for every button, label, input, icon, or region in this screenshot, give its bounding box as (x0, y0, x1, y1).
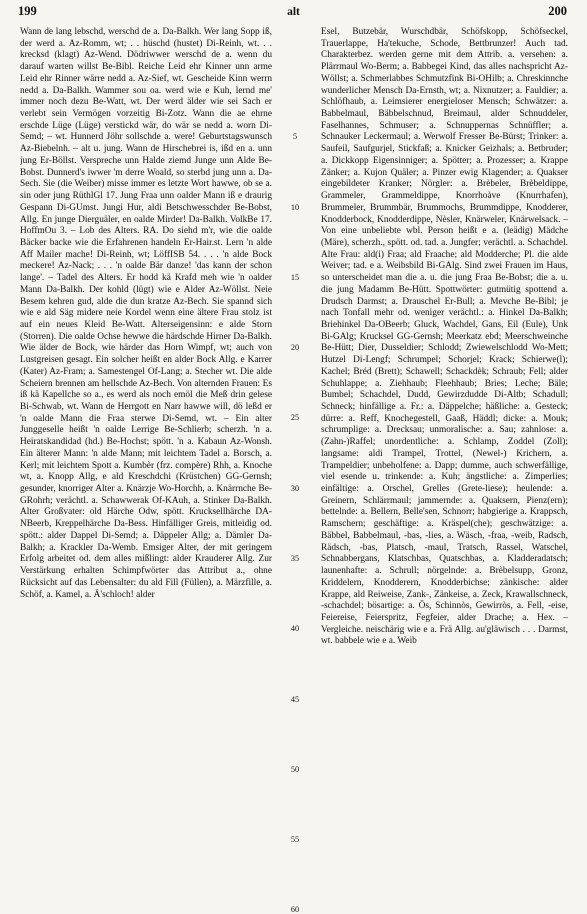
page-number-right: 200 (548, 4, 567, 18)
line-number: 20 (290, 343, 300, 352)
line-number: 15 (290, 273, 300, 282)
line-number: 55 (290, 835, 300, 844)
left-column (20, 27, 272, 905)
line-number: 5 (292, 132, 298, 141)
line-number: 60 (290, 905, 300, 914)
right-column-text: Esel, Butzebär, Wurschdbär, Schöfskopp, Schöfseckel, Trauerlappe, Ha'tekuche, Schode, Bettbrunzer! Auch tad. Charakterbez. werden gerne mit dem Attrib. a. versehen: a. Plärrmaul Wo-Berm; a. Babbegei Kind, das alles nachspricht Az-Wöllst; a. Schmerlabbes Schmutzfink Bi-OHilb; a. Chreskinnche wunderlicher Mensch Da-Ernsth, wt; a. Nixnutzer; a. Fauldier; a. Schlöfhaub, a. Leimsierer energieloser Mensch; Schwätzer: a. Babbelmaul, Bäbbelschnud, Breimaul, alder Schnuddeler, Faselhannes, Schmuser; a. Schnuppernas Schnüffler; a. Schnauker Leckermaul; a. Werwolf Fresser Be-Bürst; Trinker: a. Saufeil, Saufgurjel, Stickfaß; a. Knicker Geizhals; a. Betbruder; a. Dickkopp Eigensinniger; a. Spötter; a. Prozesser; a. Krappe Zänker; a. Kujon Quäler; a. Pinzer ewig Klagender; a. Quakser eingebildeter Kranker; Nörgler: a. Brèbeler, Brèbeldippe, Grammeler, Grammeldippe, Knorrhoàve (Knurrhafen), Brummeler, Brummbär, Brummochs, Brummdippe, Knodderer, Knodderbock, Knodderdippe, Nèsler, Knärweler, Knärwelsack. – Von eine unbeliebte wbl. Person heißt e a. (leädig) Mädche (Märe), scherzh., spött. od. tad. a. Jungfer; verächtl. a. Schachdel. Alte Frau: ald(i) Fraa; ald Fraache; ald Modderche; Pl. die alde Weiver; tad. e a. Weibsbild Bi-GAlg. Sind zwei Frauen im Haus, so unterscheidet man die a. u. die jung Fraa Be-Bobst; die a. u. die jung Madamm Be-Hütt. Spottwörter: gutmütig spottend a. Drudsch Darmst; a. Drauschel Er-Bull; a. Mevche Be-Bibl; je nach Tonfall mehr od. weniger verächtl.: a. Hinkel Da-Balkh; Briehinkel Da-OBeerb; Gluck, Wachdel, Gans, Eil (Eule), Unk Bi-GAlg; Krucksel GG-Gernsh; Meerkatz ebd; Meerschweinche Be-Hütt; Dier, Dusseldier; Schlodd; Zwiewelschlodd Wo-Mett; Hutzel Di-Lengf; Schrumpel; Schorjel; Krack; Schierwe(l); Kachel; Bréd (Brett); Schawell; Schackdèk; Schraub; Fell; alder Schuhlappe; a. Ziehhaub; Fleehhaub; Bries; Leche; Bäle; Bumbel; Schachdel, Dudd, Gewirzdudde Di-Altb; Schadull; Schneck; hinfällige a. Fr.: a. Däppelche; häßliche: a. Gesteck; dürre: a. Reff, Knochegestell, Gaaß, Häddl; dicke: a. Mouk; schrumplige: a. Drecksau; unmoralische: a. Sau; zahnlose: a. (Zahn-)Raffel; unordentliche: a. Schlamp, Zoddel (Zoll); langsame: aldi Trampel, Trottel, (Newel-) Krichern, a. Trampeldier; unbeholfene: a. Dapp; dumme, auch schwerfällige, viel esende u. trinkende: a. Kuh; ängstliche: a. Zimperlies; einfältige: a. Orschel, Grelles (Grete-liese); heulende: a. Greinern, Schlärrmaul; jammernde: a. Quaksern, Pienz(ern); bettelnde: a. Bellern, Belle'sen, Schnorr; habgierige a. Krappsch, Ramschern; geschäftige: a. Kräspel(che); geschwätzige: a. Bäbbel, Babbelmaul, -bas, -lies, a. Wäsch, -fraa, -weib, Radsch, Rädsch, -bas, Platsch, -maul, Tratsch, Rassel, Watschel, Schnabbergans, Klatschbas, Quatschbas, a. Kladderadatsch; launenhafte: a. Schrull; nörgelnde: a. Brèbelsupp, Gronz, Kriddelern, Knodderern, Knodderbichse; zänkische: alder Krappe, ald Reiweise, Zank-, Zänkeise, a. Zeck, Krawallschneck, -schachdel; bösartige: a. Ös, Schinnòs, Gewirròs, a. Fell, -eise, Feiereise, Feierspritz, Fegfeier, alder Drache; a. Hex. – Vergleiche. neischärig wie e a. Frä Allg. au'gläwisch . . . Darmst, wt. babbele wie e a. Weib (321, 27, 568, 647)
line-number: 30 (290, 484, 300, 493)
line-number: 40 (290, 624, 300, 633)
line-number: 45 (290, 695, 300, 704)
line-number: 10 (290, 203, 300, 212)
page-number-left: 199 (18, 4, 37, 18)
line-number: 35 (290, 554, 300, 563)
line-number: 50 (290, 765, 300, 774)
running-headword: alt (287, 6, 300, 18)
right-column (321, 27, 568, 905)
left-column-text: Wann de lang lebschd, werschd de a. Da-Balkh. Wer lang Sopp iß, der werd a. Az-Romm, wt; . . hüschd (hustet) Di-Reinh, wt. . . krecksd (klagt) Az-Wend. Dödriwwer werschd de a. wenn du darauf warten willst Be-Bibl. Reiche Leid ehr Kinner unn arme Leid ehr Rinner wärre nedd a. Az-Sief, wt. Gescheide Kinn werrn nedd a. Da-Balkh. Wammer sou oa. werd wie e Kuh, lernd me' immer noch dezu Be-Watt, wt. Der werd älder wie sei Sach er verlebt sein Vermögen vorzeitig Bi-Zotz. Wann die ae ehrne erschde Lüge (Lüge) verstickd wär, do wär se nedd a. worn Di-Semd; – wt. Hunnerd Jöhr sollschde a. were! Geburtstagswunsch Az-Biebelnh. – alt u. jung. Wann de Hirschebrei is, ißd en a. unn jung Er-Böllst. Verspreche unn Halde ziemd Junge unn Alde Be-Bobst. Dunnerd's iwwer 'm derre Woald, so sterbd jung unn a. Da-Sech. Sie (die Weiber) misse immer es letzte Wort hawwe, ob se a. sin oder jung RüthlGl 17. Jung Fraa unn oalder Mann iß e draurig Gespann Di-GUmst. Jungi Hur, aldi Betschwesschder Be-Bobst, Allg. En junge Dierguäler, en oalde Mirder! Da-Balkh. VolkBe 17. HoffmOu 3. – Lob des Alters. RA. Do siehd m'r, wie die oalde Bäcker backe wie die Erfahrenen handeln Er-Hair.st. Lern 'n alde Aff Mailer mache! Di-Reinh, wt; LöffISB 54. . . . 'n alde Bock meckere! Az-Nack; . . . 'n oalde Bär danze! 'das kann der schon lange'. – Tadel des Alters. Er hodd kä Krafd meh wie 'n oalder Mann Da-Balkh. Der kohld (lügt) wie e Alder Az-Wöllst. Neie Besem kehren gud, alde die dun kratze Az-Bech. Sie spannd sich wie e ald Säg midere neie Kordel wenn eine ältere Frau stolz ist auf ein neues Kleid Be-Watt. Alterseigensinn: e alde Storn (Storren). Die oalde Ochse hewwe die härdschde Hirner Da-Balkh. Wie älder de Bock, wie härder das Horn Wimpf, wt; auch von Lustgreisen gesagt. Ein solcher heißt en alder Bock Allg. e Karrer (Kater) Az-Fram; a. Samestengel Of-Lang; a. Stecher wt. Die alde Scheiern brennen am hellschde Az-Bech. Von alternden Frauen: Es iß kä Kapellche so a., es werd als noch emöl die Meß drin gelese Bi-Schwab, wt. Wann de Herrgott en Narr hawwe will, dö leßd er 'n oalde Mann die Fraa sterwe Di-Semd, wt. – Ein alter Junggeselle heißt 'n oalde Lerrige Be-Schlierb; scherzh. 'n a. Heiratskandidad (hd.) Be-Hochst; spött. 'n a. Kabaun Az-Wonsh. Ein älterer Mann: 'n alde Mann; mit leichtem Tadel a. Borsch, a. Kerl; mit leichtem Spott a. Kumbèr (frz. compère) Rhh, a. Knoche wt, a. Knopp Allg, e ald Kreschdchi (Krüstchen) GG-Gernsh; gesunder, knorriger Alter a. Knärzje Wo-Horchh, a. Knärrnche Be-GRohrh; verächtl. a. Schawwerak Of-KAuh, a. Stinker Da-Balkh. Alter Großvater: old Härche Odw, spött. Krucksellhärche DA-NBeerb, Kreppelhärche Da-Bess. Hinfälliger Greis, mitleidig od. spött.: alder Dappel Di-Semd; a. Däppeler Allg; a. Dämler Da-Balkh; a. Krackler Da-Wemb. Emsiger Alter, der mit geringem Erfolg arbeitet od. dem alles mißlingt: alder Krauderer Allg. Zur Verstärkung erhalten Schimpfwörter das Attribut a., ohne Rücksicht auf das Lebensalter: du ald Fill (Füllen), a. Märzfille, a. Schöf, a. Kamel, a. Ä'schloch! alder (20, 27, 272, 600)
line-number: 25 (290, 413, 300, 422)
